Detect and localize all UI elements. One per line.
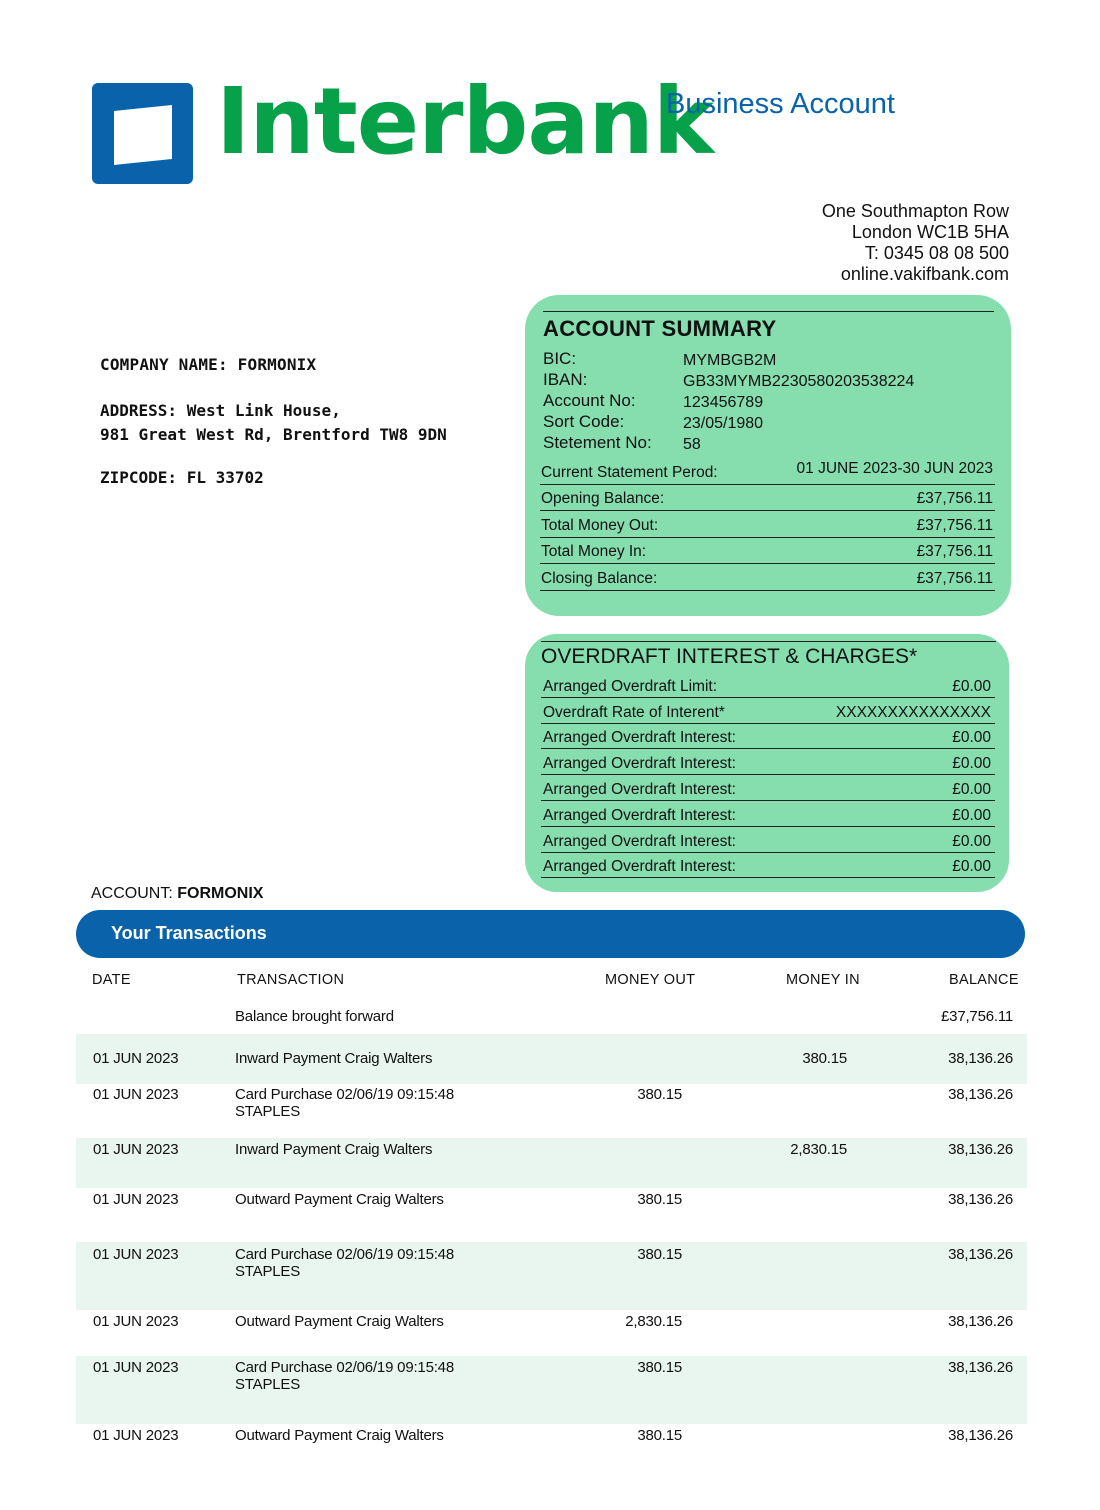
row-money-out: 380.15 — [637, 1191, 682, 1208]
company-zipcode: ZIPCODE: FL 33702 — [100, 468, 264, 487]
overdraft-row-value: £0.00 — [952, 677, 991, 695]
row-description: Inward Payment Craig Walters — [235, 1141, 433, 1158]
table-row — [76, 1084, 1027, 1138]
overdraft-row-label: Arranged Overdraft Interest: — [543, 858, 736, 876]
overdraft-row — [541, 672, 995, 698]
overdraft-row — [541, 749, 995, 775]
overdraft-row-value: £0.00 — [952, 780, 991, 798]
bank-address-line1: One Southmapton Row — [821, 201, 1009, 221]
summary-row-opening-balance — [540, 485, 995, 512]
overdraft-row-value: XXXXXXXXXXXXXXX — [835, 703, 991, 721]
summary-row-label: Current Statement Perod: — [541, 463, 718, 481]
row-description: Outward Payment Craig Walters — [235, 1313, 444, 1330]
row-balance: 38,136.26 — [948, 1359, 1013, 1376]
summary-divider — [543, 311, 994, 312]
summary-row-value: £37,756.11 — [916, 490, 993, 507]
overdraft-row-label: Arranged Overdraft Interest: — [543, 780, 736, 798]
row-balance: 38,136.26 — [948, 1427, 1013, 1444]
table-row — [76, 1000, 1027, 1034]
row-description-detail: STAPLES — [235, 1103, 301, 1120]
summary-row-label: Total Money Out: — [541, 516, 659, 534]
summary-detail-value: MYMBGB2M — [683, 352, 777, 369]
summary-detail-label: IBAN: — [543, 370, 588, 389]
overdraft-row-label: Arranged Overdraft Interest: — [543, 832, 736, 850]
summary-row-value: £37,756.11 — [916, 569, 993, 587]
table-row — [76, 1034, 1027, 1084]
overdraft-row — [541, 775, 995, 801]
overdraft-row-value: £0.00 — [952, 858, 991, 876]
bank-address-line2: London WC1B 5HA — [851, 222, 1009, 242]
summary-row-statement-period — [540, 458, 995, 485]
overdraft-row — [541, 853, 995, 879]
column-header-transaction: TRANSACTION — [237, 972, 345, 988]
column-header-money-in: MONEY IN — [786, 972, 860, 988]
overdraft-divider — [541, 641, 996, 642]
company-address — [100, 399, 447, 447]
summary-row-value: £37,756.11 — [916, 543, 993, 560]
column-header-money-out: MONEY OUT — [605, 972, 696, 988]
row-description-detail: STAPLES — [235, 1263, 301, 1280]
row-description-detail: STAPLES — [235, 1376, 301, 1393]
column-header-balance: BALANCE — [949, 972, 1019, 988]
row-balance: 38,136.26 — [948, 1141, 1013, 1158]
summary-row-money-in — [540, 538, 995, 565]
overdraft-row-label: Arranged Overdraft Interest: — [543, 755, 736, 773]
square-logo-icon — [92, 83, 193, 184]
overdraft-row-label: Overdraft Rate of Interent* — [543, 703, 725, 721]
summary-detail-label: Account No: — [543, 391, 636, 410]
row-money-out: 380.15 — [637, 1086, 682, 1103]
summary-detail-value: 23/05/1980 — [683, 415, 764, 432]
table-row — [76, 1138, 1027, 1188]
row-money-in: 380.15 — [802, 1050, 847, 1067]
row-date: 01 JUN 2023 — [93, 1191, 179, 1208]
row-description: Card Purchase 02/06/19 09:15:48 — [235, 1086, 454, 1103]
bank-address — [822, 201, 1009, 285]
summary-detail-label: Sort Code: — [543, 412, 625, 431]
row-date: 01 JUN 2023 — [93, 1427, 179, 1444]
account-label-name: FORMONIX — [177, 885, 264, 902]
address-line2: 981 Great West Rd, Brentford TW8 9DN — [100, 425, 447, 444]
bank-website: online.vakifbank.com — [840, 264, 1009, 284]
account-label — [91, 885, 263, 903]
summary-detail-labels — [543, 348, 652, 453]
summary-detail-value: 58 — [683, 436, 701, 453]
row-date: 01 JUN 2023 — [93, 1050, 179, 1067]
row-description: Inward Payment Craig Walters — [235, 1050, 433, 1067]
row-balance: 38,136.26 — [948, 1050, 1013, 1067]
row-date: 01 JUN 2023 — [93, 1141, 179, 1158]
account-type-label: Business Account — [666, 88, 895, 120]
summary-detail-value: 123456789 — [683, 394, 764, 411]
overdraft-row-value: £0.00 — [952, 806, 991, 824]
overdraft-row — [541, 827, 995, 853]
row-balance: 38,136.26 — [948, 1191, 1013, 1208]
overdraft-row-value: £0.00 — [952, 755, 991, 773]
summary-balance-rows — [540, 458, 995, 591]
summary-row-money-out — [540, 511, 995, 538]
overdraft-row-label: Arranged Overdraft Interest: — [543, 729, 736, 747]
company-name: COMPANY NAME: FORMONIX — [100, 355, 317, 374]
overdraft-title: OVERDRAFT INTEREST & CHARGES* — [541, 645, 918, 668]
row-description: Balance brought forward — [235, 1008, 394, 1025]
column-header-date: DATE — [92, 972, 131, 988]
overdraft-row-value: £0.00 — [952, 832, 991, 850]
table-row — [76, 1356, 1027, 1424]
row-date: 01 JUN 2023 — [93, 1359, 179, 1376]
row-description: Outward Payment Craig Walters — [235, 1191, 444, 1208]
summary-row-closing-balance — [540, 564, 995, 591]
summary-row-value: 01 JUNE 2023-30 JUN 2023 — [796, 460, 993, 477]
transactions-title: Your Transactions — [111, 923, 267, 943]
summary-detail-label: Stetement No: — [543, 433, 652, 452]
overdraft-rows — [541, 672, 995, 878]
row-balance: 38,136.26 — [948, 1246, 1013, 1263]
summary-detail-label: BIC: — [543, 349, 577, 368]
row-money-in: 2,830.15 — [790, 1141, 847, 1158]
row-balance: 38,136.26 — [948, 1313, 1013, 1330]
overdraft-row — [541, 698, 995, 724]
summary-row-label: Opening Balance: — [541, 490, 665, 507]
row-money-out: 380.15 — [637, 1359, 682, 1376]
row-money-out: 380.15 — [637, 1427, 682, 1444]
summary-detail-value: GB33MYMB2230580203538224 — [683, 373, 915, 390]
overdraft-row — [541, 801, 995, 827]
account-label-prefix: ACCOUNT: — [91, 885, 178, 902]
account-summary-title: ACCOUNT SUMMARY — [543, 316, 777, 341]
summary-row-label: Closing Balance: — [541, 569, 658, 587]
row-description: Card Purchase 02/06/19 09:15:48 — [235, 1359, 454, 1376]
row-date: 01 JUN 2023 — [93, 1246, 179, 1263]
table-row — [76, 1242, 1027, 1310]
row-date: 01 JUN 2023 — [93, 1086, 179, 1103]
overdraft-row-label: Arranged Overdraft Limit: — [543, 677, 718, 695]
bank-phone: T: 0345 08 08 500 — [864, 243, 1009, 263]
row-date: 01 JUN 2023 — [93, 1313, 179, 1330]
table-row — [76, 1188, 1027, 1242]
row-balance: 38,136.26 — [948, 1086, 1013, 1103]
row-description: Outward Payment Craig Walters — [235, 1427, 444, 1444]
table-row — [76, 1310, 1027, 1356]
overdraft-row-value: £0.00 — [952, 729, 991, 747]
summary-detail-values — [683, 350, 914, 455]
table-row — [76, 1424, 1027, 1472]
summary-row-value: £37,756.11 — [916, 516, 993, 534]
row-description: Card Purchase 02/06/19 09:15:48 — [235, 1246, 454, 1263]
row-balance: £37,756.11 — [941, 1008, 1013, 1025]
row-money-out: 380.15 — [637, 1246, 682, 1263]
row-money-out: 2,830.15 — [625, 1313, 682, 1330]
summary-row-label: Total Money In: — [541, 543, 647, 560]
overdraft-row — [541, 724, 995, 750]
bank-logo-name: Interbank — [216, 68, 714, 175]
address-line1: ADDRESS: West Link House, — [100, 401, 341, 420]
overdraft-row-label: Arranged Overdraft Interest: — [543, 806, 736, 824]
